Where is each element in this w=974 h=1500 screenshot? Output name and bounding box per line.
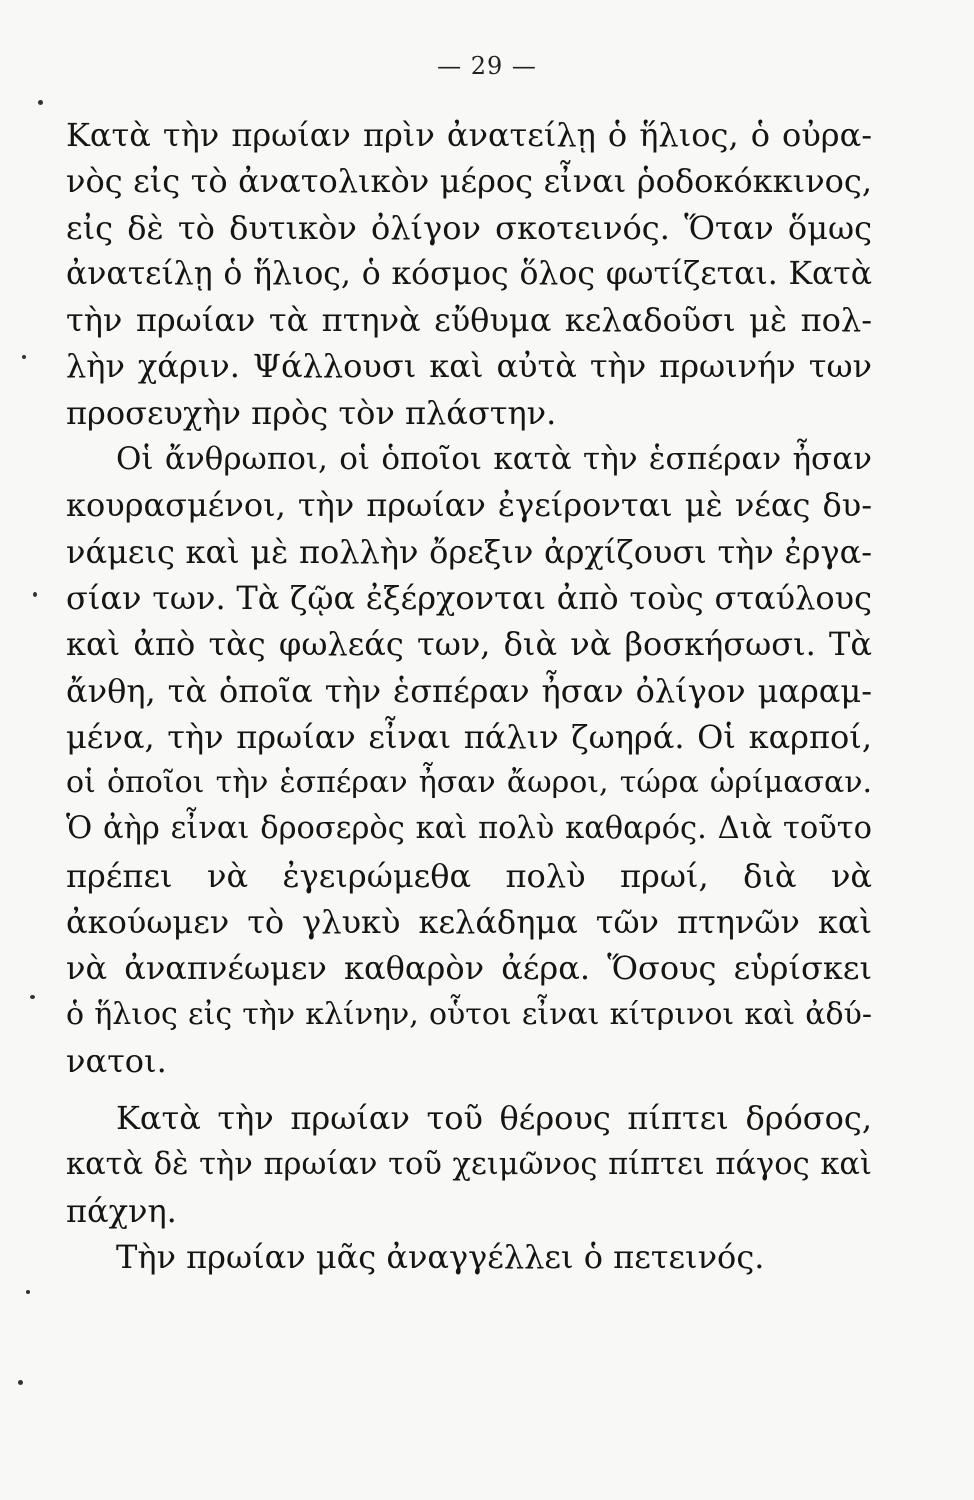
text-line: σίαν των. Τὰ ζῷα ἐξέρχονται ἀπὸ τοὺς σταύλους xyxy=(66,578,872,617)
text-line: νὸς εἰς τὸ ἀνατολικὸν μέρος εἶναι ῥοδοκόκκινος, xyxy=(66,162,872,201)
text-line: Οἱ ἄνθρωποι, οἱ ὁποῖοι κατὰ τὴν ἑσπέραν ἦσαν xyxy=(116,441,872,478)
scan-speck xyxy=(26,1290,30,1294)
scan-speck xyxy=(22,355,26,359)
text-line: μένα, τὴν πρωίαν εἶναι πάλιν ζωηρά. Οἱ καρποί, xyxy=(66,717,872,756)
text-line: πάχνη. xyxy=(66,1191,177,1230)
paragraph-gap xyxy=(66,1084,872,1095)
text-line: Κατὰ τὴν πρωίαν τοῦ θέρους πίπτει δρόσος, xyxy=(116,1099,872,1138)
text-line: ἄνθη, τὰ ὁποῖα τὴν ἑσπέραν ἦσαν ὀλίγον μαραμ- xyxy=(66,671,872,710)
text-line: ἀκούωμεν τὸ γλυκὺ κελάδημα τῶν πτηνῶν καὶ xyxy=(66,903,872,942)
text-line: προσευχὴν πρὸς τὸν πλάστην. xyxy=(66,393,557,432)
text-line: πρέπει νὰ ἐγειρώμεθα πολὺ πρωί, διὰ νὰ xyxy=(66,856,872,895)
text-line: νατοι. xyxy=(66,1041,167,1080)
paragraph-3 xyxy=(66,1095,872,1234)
text-line: κουρασμένοι, τὴν πρωίαν ἐγείρονται μὲ νέας δυ- xyxy=(66,486,872,525)
paragraph-2 xyxy=(66,436,872,1084)
text-line: εἰς δὲ τὸ δυτικὸν ὀλίγον σκοτεινός. Ὅταν ὅμως xyxy=(66,208,872,247)
paragraph-4 xyxy=(66,1234,872,1280)
text-line: νάμεις καὶ μὲ πολλὴν ὄρεξιν ἀρχίζουσι τὴν ἐργα- xyxy=(66,532,872,571)
text-line: Τὴν πρωίαν μᾶς ἀναγγέλλει ὁ πετεινός. xyxy=(116,1238,765,1277)
scan-speck xyxy=(18,1380,23,1385)
text-line: κατὰ δὲ τὴν πρωίαν τοῦ χειμῶνος πίπτει πάγος καὶ xyxy=(66,1146,872,1182)
scan-speck xyxy=(30,995,35,999)
body-text xyxy=(66,112,872,1280)
text-line: ἀνατείλῃ ὁ ἥλιος, ὁ κόσμος ὅλος φωτίζεται. Κατὰ xyxy=(66,255,872,292)
page-number: — 29 — xyxy=(437,52,537,80)
text-line: ὁ ἥλιος εἰς τὴν κλίνην, οὗτοι εἶναι κίτρινοι καὶ ἀδύ- xyxy=(66,996,872,1032)
text-line: Ὁ ἀὴρ εἶναι δροσερὸς καὶ πολὺ καθαρός. Διὰ τοῦτο xyxy=(66,811,872,847)
paragraph-1 xyxy=(66,112,872,436)
text-line: τὴν πρωίαν τὰ πτηνὰ εὔθυμα κελαδοῦσι μὲ πολ- xyxy=(66,301,872,340)
scan-speck xyxy=(38,100,43,105)
text-line: Κατὰ τὴν πρωίαν πρὶν ἀνατείλῃ ὁ ἥλιος, ὁ οὐρα- xyxy=(66,116,872,154)
text-line: καὶ ἀπὸ τὰς φωλεάς των, διὰ νὰ βοσκήσωσι. Τὰ xyxy=(66,625,872,664)
text-line: λὴν χάριν. Ψάλλουσι καὶ αὐτὰ τὴν πρωινήν των xyxy=(66,347,872,386)
text-line: οἱ ὁποῖοι τὴν ἑσπέραν ἦσαν ἄωροι, τώρα ὡρίμασαν. xyxy=(66,765,872,801)
scan-speck xyxy=(33,592,37,597)
text-line: νὰ ἀναπνέωμεν καθαρὸν ἀέρα. Ὅσους εὑρίσκει xyxy=(66,949,872,988)
